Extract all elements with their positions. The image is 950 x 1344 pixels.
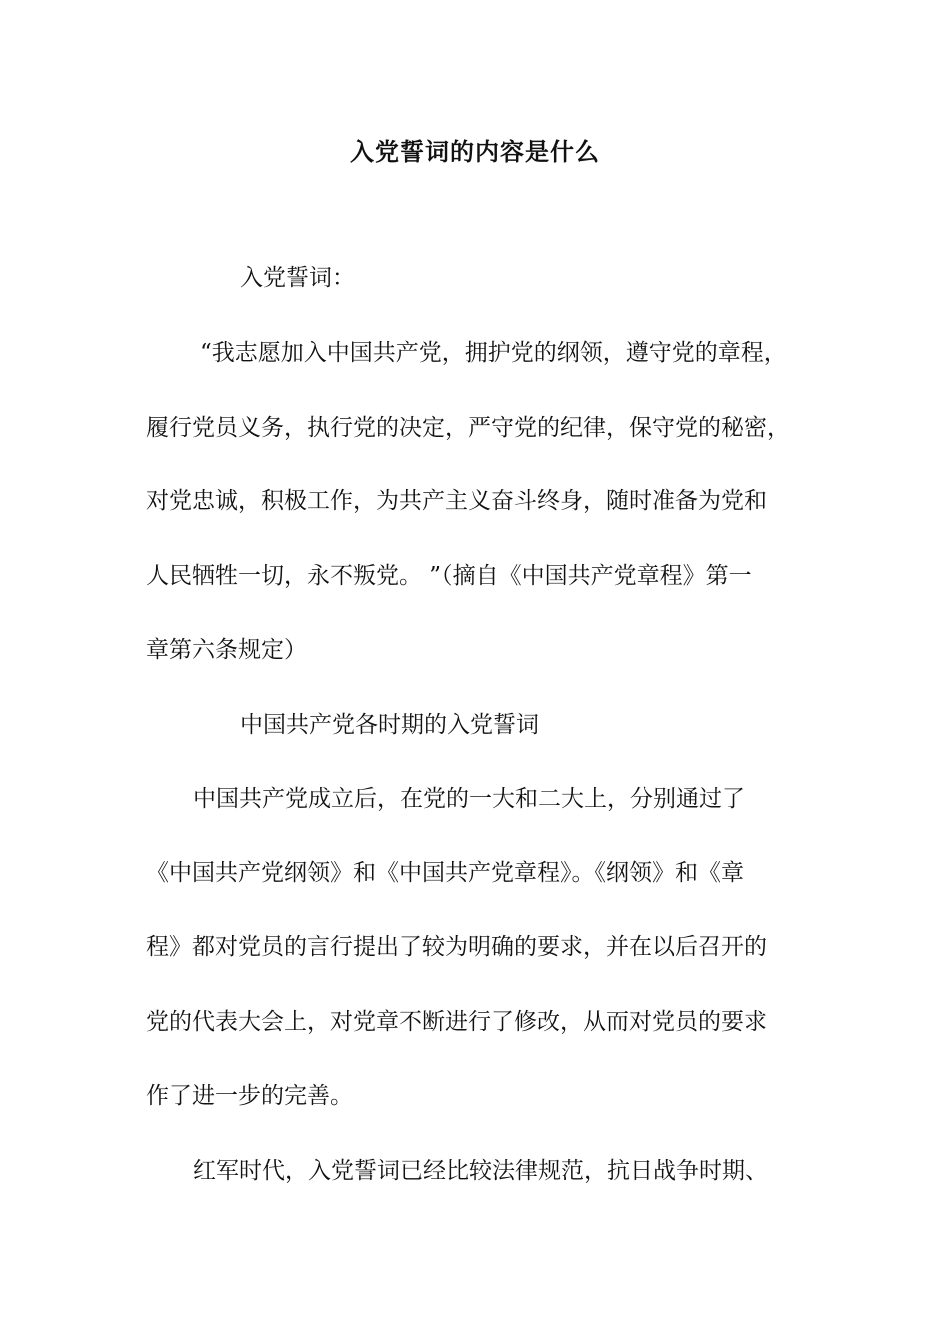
oath-text-line-1: “我志愿加入中国共产党，拥护党的纲领，遵守党的章程， <box>200 340 787 366</box>
paragraph-1-line-5: 作了进一步的完善。 <box>146 1083 353 1109</box>
oath-text-line-5: 章第六条规定） <box>146 637 307 663</box>
document-title: 入党誓词的内容是什么 <box>350 137 600 166</box>
paragraph-1-line-4: 党的代表大会上，对党章不断进行了修改，从而对党员的要求 <box>146 1009 767 1035</box>
paragraph-1-line-2: 《中国共产党纲领》和《中国共产党章程》。《纲领》和《章 <box>146 860 744 886</box>
paragraph-2-line-1: 红军时代，入党誓词已经比较法律规范，抗日战争时期、 <box>193 1158 768 1184</box>
oath-text-line-3: 对党忠诚，积极工作，为共产主义奋斗终身，随时准备为党和 <box>146 488 767 514</box>
oath-text-line-2: 履行党员义务，执行党的决定，严守党的纪律，保守党的秘密， <box>146 415 790 441</box>
paragraph-1-line-1: 中国共产党成立后，在党的一大和二大上，分别通过了 <box>193 786 745 812</box>
oath-text-line-4: 人民牺牲一切，永不叛党。 ”（摘自《中国共产党章程》第一 <box>146 563 752 589</box>
section-heading: 中国共产党各时期的入党誓词 <box>240 712 539 738</box>
oath-heading: 入党誓词： <box>240 265 355 291</box>
paragraph-1-line-3: 程》都对党员的言行提出了较为明确的要求，并在以后召开的 <box>146 934 767 960</box>
